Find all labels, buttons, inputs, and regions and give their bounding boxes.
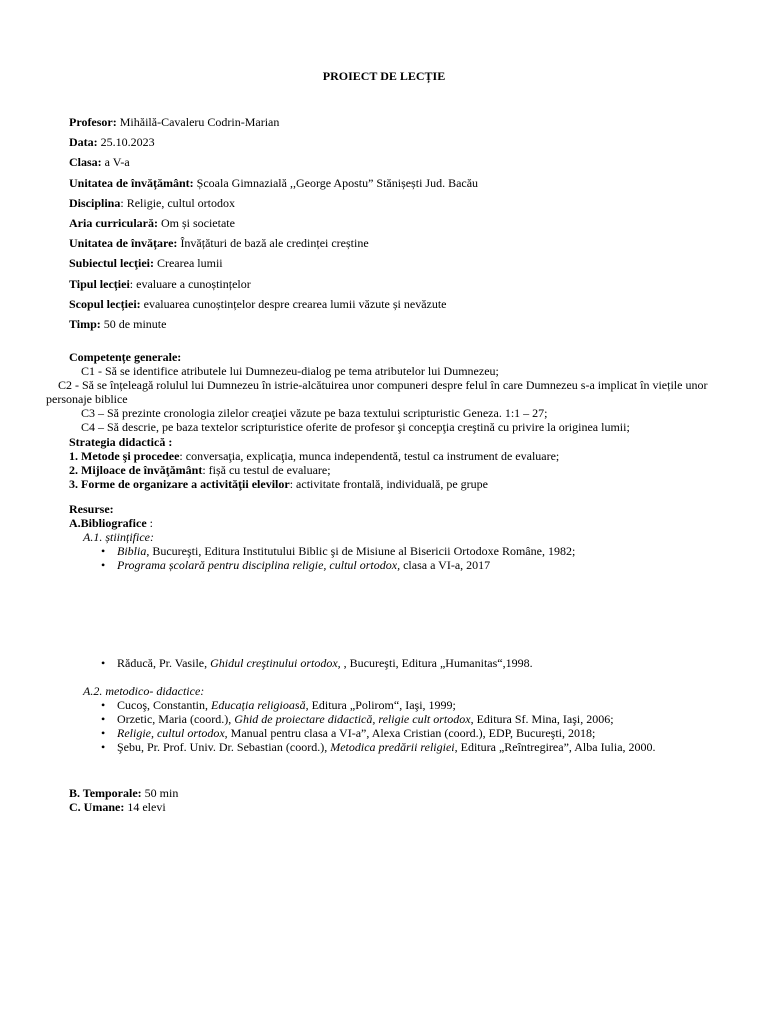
ref-title: Ghidul creştinului ortodox,: [210, 656, 341, 670]
info-value: : evaluare a cunoștințelor: [129, 276, 251, 291]
list-item: [101, 698, 749, 712]
ref-title: Educația religioasă: [211, 698, 306, 712]
info-value: evaluarea cunoștințelor despre crearea lumii văzute și nevăzute: [140, 296, 447, 311]
a1-extra-list: [69, 656, 749, 670]
info-tipul: [69, 277, 478, 297]
bullet-icon: •: [101, 726, 106, 740]
list-item: [101, 558, 749, 572]
blank-space: [69, 572, 749, 656]
bibliografice-label: A.Bibliografice: [69, 516, 147, 530]
info-value: a V-a: [101, 155, 130, 170]
ref-title: Metodica predării religiei: [330, 740, 455, 754]
strategia-value: : activitate frontală, individuală, pe grupe: [289, 477, 488, 491]
info-data: [69, 135, 478, 155]
info-label: Data:: [69, 135, 98, 150]
info-clasa: [69, 155, 478, 175]
blank-space: [69, 670, 749, 684]
ref-rest: clasa a VI-a, 2017: [400, 558, 491, 572]
ref-rest: , Editura „Polirom“, Iaşi, 1999;: [305, 698, 456, 712]
competente-heading: Competențe generale:: [69, 350, 182, 364]
strategia-section: [69, 435, 559, 491]
temporale-umane-section: [69, 786, 178, 814]
a1-list: [69, 544, 749, 572]
info-unitatea-invatare: [69, 236, 478, 256]
a2-heading: A.2. metodico- didactice:: [83, 684, 205, 698]
info-label: Aria curriculară:: [69, 215, 158, 230]
page-title: PROIECT DE LECȚIE: [322, 69, 446, 83]
ref-rest: , Editura „Reîntregirea”, Alba Iulia, 2000.: [454, 740, 656, 754]
bullet-icon: •: [101, 712, 106, 726]
info-value: 25.10.2023: [97, 135, 155, 150]
temporale-row: [69, 786, 178, 800]
ref-pre: Şebu, Pr. Prof. Univ. Dr. Sebastian (coord.),: [117, 740, 331, 754]
strategia-heading: Strategia didactică :: [69, 435, 173, 449]
list-item: [101, 726, 749, 740]
temporale-label: B. Temporale:: [69, 786, 142, 800]
strategia-label: 3. Forme de organizare a activităţii elevilor: [69, 477, 290, 491]
bullet-icon: •: [101, 698, 106, 712]
bullet-icon: •: [101, 544, 106, 558]
a1-heading: A.1. științifice:: [83, 530, 154, 544]
competenta-item: C1 - Să se identifice atributele lui Dumnezeu-dialog pe tema atributelor lui Dumnezeu;: [81, 364, 499, 378]
info-scopul: [69, 297, 478, 317]
info-disciplina: [69, 196, 478, 216]
a2-list: [69, 698, 749, 754]
strategia-value: : fișă cu testul de evaluare;: [202, 463, 331, 477]
ref-pre: Răducă, Pr. Vasile,: [117, 656, 211, 670]
info-label: Clasa:: [69, 155, 102, 170]
info-timp: [69, 317, 478, 337]
info-label: Unitatea de învățare:: [69, 236, 178, 251]
info-unitatea: [69, 176, 478, 196]
list-item: [101, 740, 749, 754]
bullet-icon: •: [101, 656, 106, 670]
info-label: Scopul lecției:: [69, 296, 141, 311]
info-label: Profesor:: [69, 115, 117, 129]
ref-title: Religie, cultul ortodox: [117, 726, 225, 740]
info-value: 50 de minute: [100, 316, 167, 331]
info-label: Subiectul lecţiei:: [69, 256, 154, 271]
ref-rest: , Editura Sf. Mina, Iaşi, 2006;: [470, 712, 614, 726]
ref-title: Ghid de proiectare didactică, religie cult ortodox: [234, 712, 471, 726]
strategia-item: [69, 477, 559, 491]
list-item: [101, 544, 749, 558]
ref-title: Programa școlară pentru disciplina religie, cultul ortodox,: [117, 558, 401, 572]
info-profesor: [69, 115, 478, 135]
umane-label: C. Umane:: [69, 800, 125, 814]
bibliografice-heading: [69, 516, 749, 530]
competenta-item: C2 - Să se înțeleagă rolulul lui Dumnezeu în istrie-alcătuirea unor compuneri despre felul în care Dumnezeu s-a implicat în viețile unor personaje biblice: [46, 378, 708, 406]
ref-pre: Cucoş, Constantin,: [117, 698, 212, 712]
info-label: Unitatea de învățământ:: [69, 175, 194, 190]
strategia-value: : conversaţia, explicaţia, munca independentă, testul ca instrument de evaluare;: [179, 449, 560, 463]
info-aria: [69, 216, 478, 236]
ref-rest: , Manual pentru clasa a VI-a”, Alexa Cristian (coord.), EDP, Bucureşti, 2018;: [224, 726, 596, 740]
info-label: Tipul lecției: [69, 276, 130, 291]
info-value: : Religie, cultul ortodox: [120, 195, 236, 210]
resurse-section: [69, 502, 749, 754]
list-item: [101, 656, 749, 670]
bullet-icon: •: [101, 558, 106, 572]
bibliografice-suffix: :: [146, 516, 153, 530]
ref-rest: , Bucureşti, Editura „Humanitas“,1998.: [340, 656, 533, 670]
strategia-item: [69, 449, 559, 463]
umane-value: 14 elevi: [124, 800, 166, 814]
temporale-value: 50 min: [141, 786, 179, 800]
strategia-label: 1. Metode şi procedee: [69, 449, 180, 463]
info-label: Timp:: [69, 316, 101, 331]
info-value: Școala Gimnazială ,,George Apostu” Stănișești Jud. Bacău: [193, 175, 479, 190]
competenta-item: C3 – Să prezinte cronologia zilelor creaţiei văzute pe baza textului scripturistic Geneza. 1:1 – 27;: [81, 406, 548, 420]
competenta-item: C4 – Să descrie, pe baza textelor scripturistice oferite de profesor şi concepţia creştină cu privire la originea lumii;: [81, 420, 630, 434]
ref-rest: , Bucureşti, Editura Institutului Biblic şi de Misiune al Bisericii Ortodoxe Române, 1982;: [146, 544, 576, 558]
strategia-item: [69, 463, 559, 477]
strategia-label: 2. Mijloace de învăţământ: [69, 463, 203, 477]
ref-title: Biblia: [117, 544, 147, 558]
info-value: Învățături de bază ale credinței creștine: [177, 236, 369, 251]
info-value: Crearea lumii: [153, 256, 223, 271]
list-item: [101, 712, 749, 726]
umane-row: [69, 800, 178, 814]
info-subiectul: [69, 256, 478, 276]
lesson-info: [69, 115, 478, 337]
info-value: Mihăilă-Cavaleru Codrin-Marian: [116, 115, 280, 129]
info-value: Om și societate: [157, 215, 235, 230]
resurse-heading: Resurse:: [69, 502, 114, 516]
competente-section: [46, 350, 749, 434]
bullet-icon: •: [101, 740, 106, 754]
info-label: Disciplina: [69, 195, 121, 210]
ref-pre: Orzetic, Maria (coord.),: [117, 712, 235, 726]
